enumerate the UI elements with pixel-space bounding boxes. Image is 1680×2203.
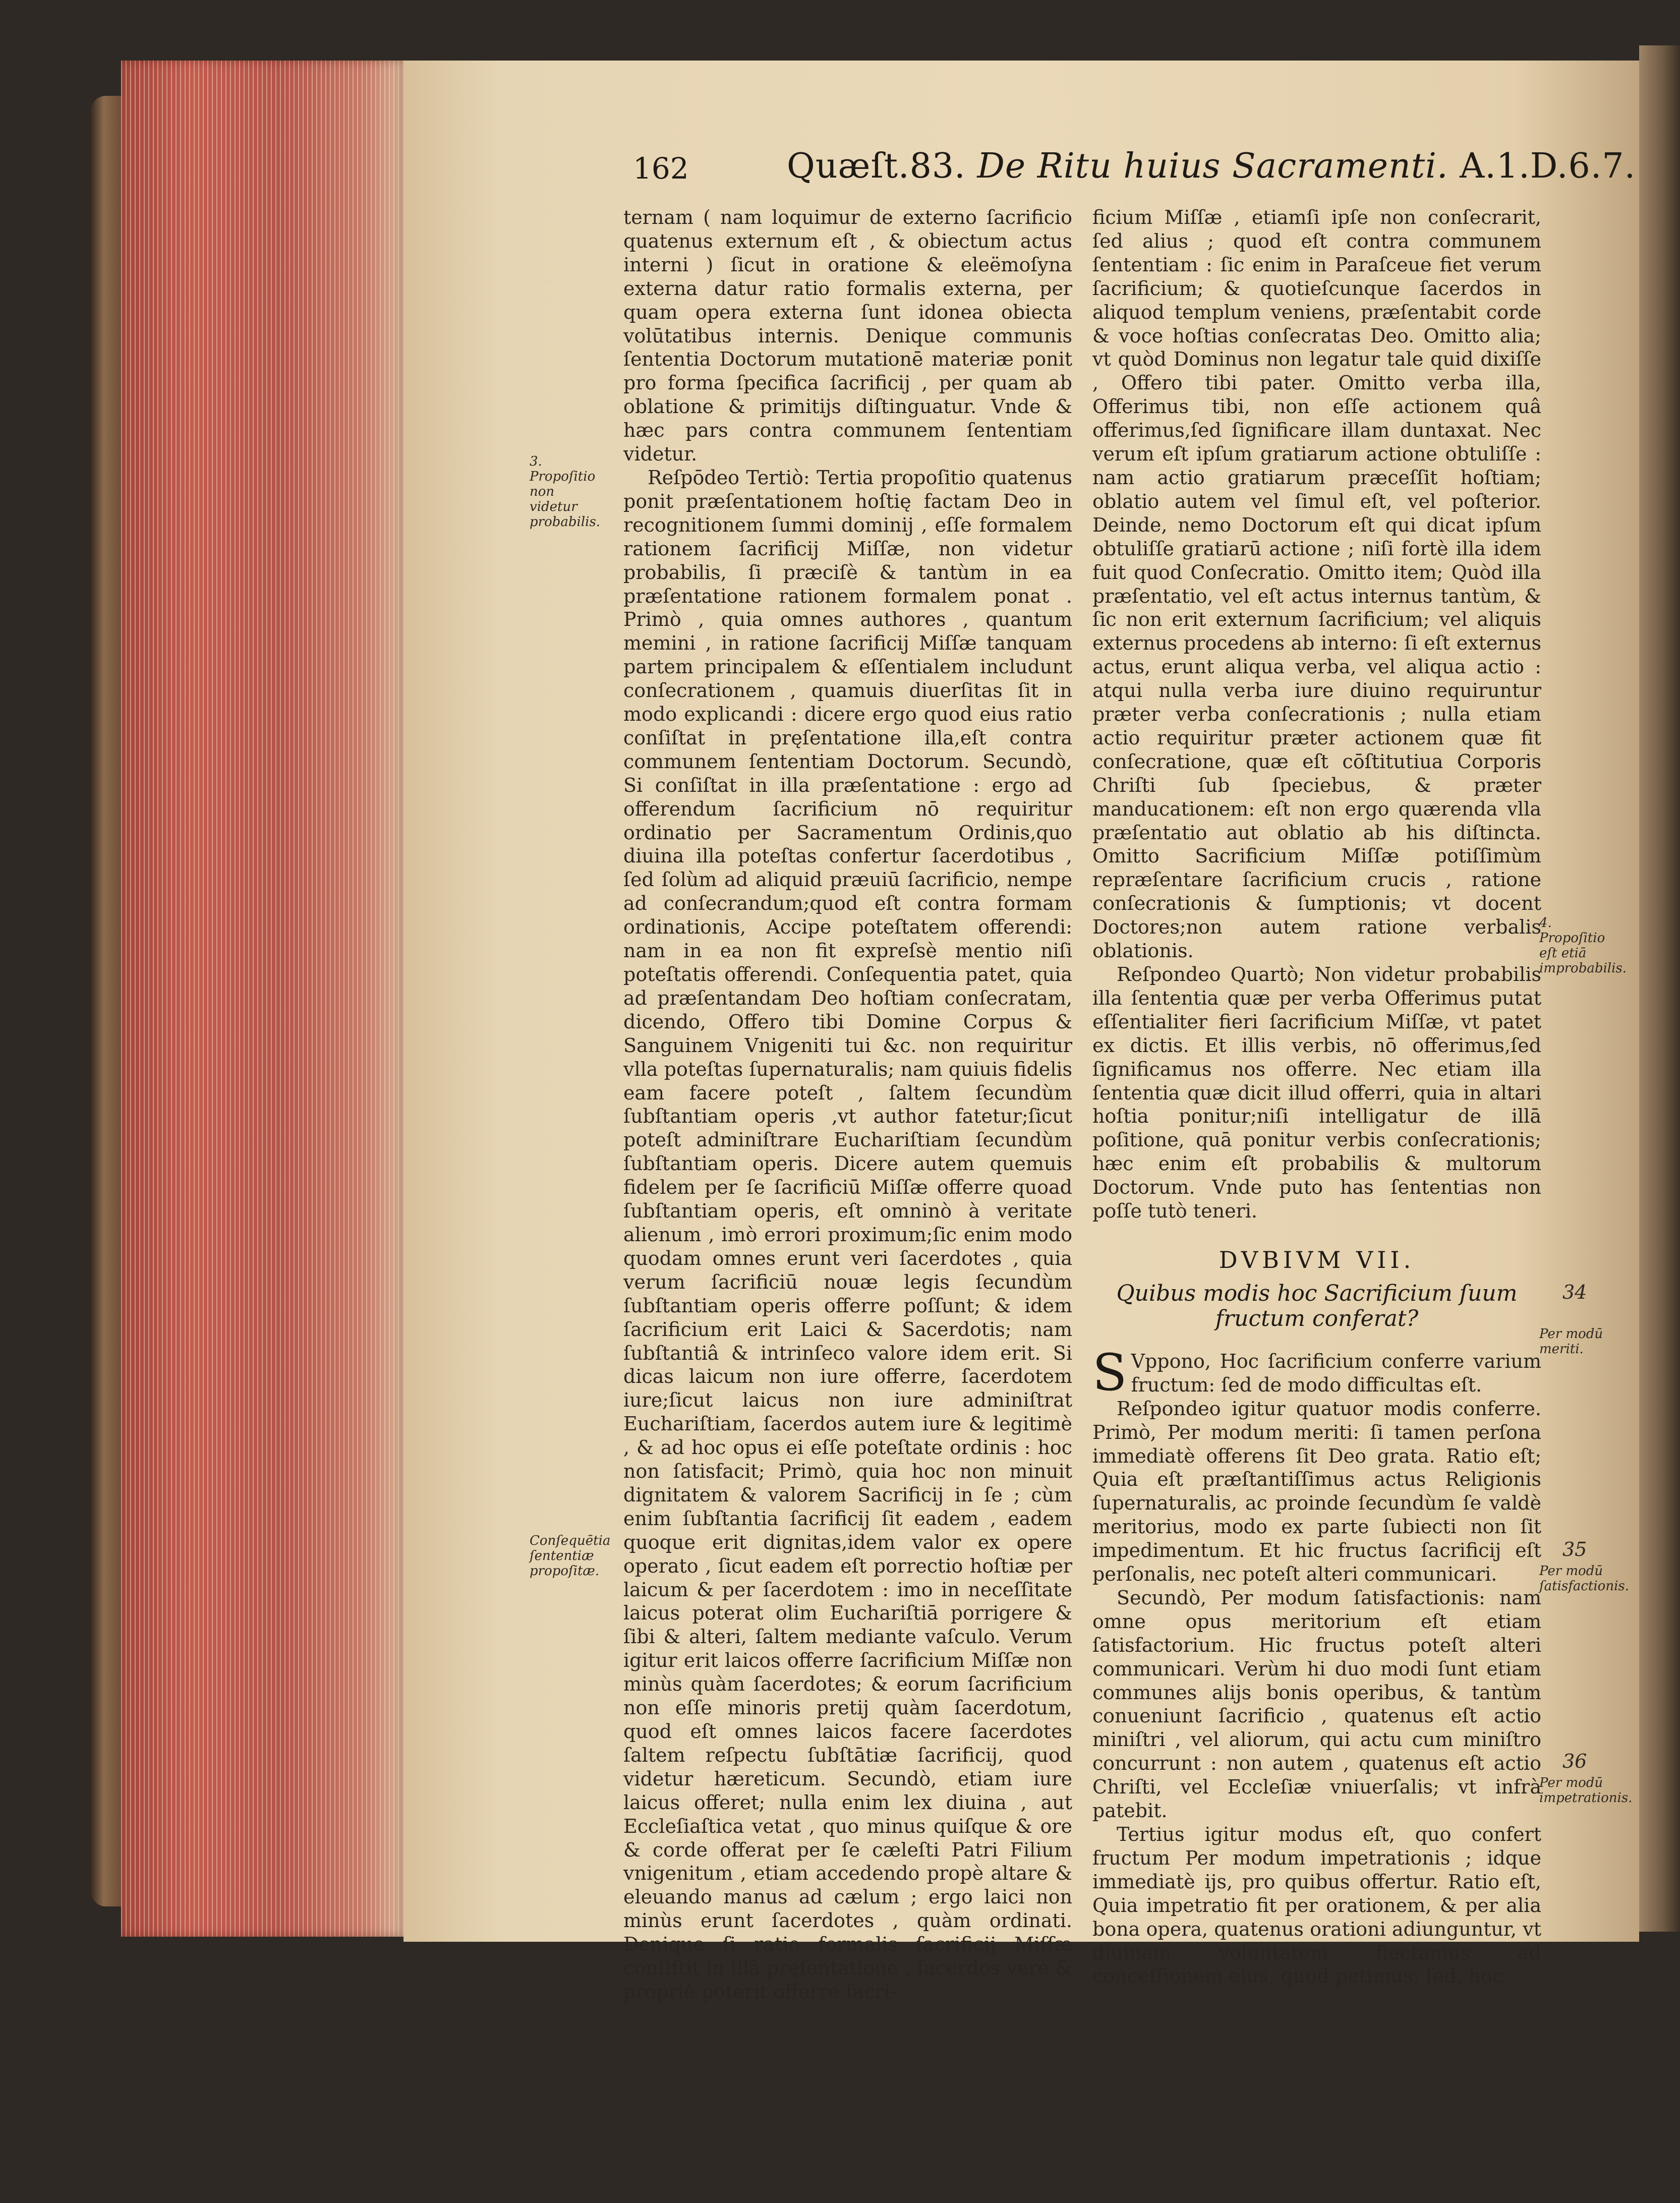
- paragraph: Secundò, Per modum ſatisfactionis: nam omne opus meritorium eſt etiam ſatisfactorium. Hic fructus poteſt alteri communicari. Verùm hi duo modi ſunt etiam communes alijs bonis operibus, & tantùm conueniunt ſacrificio , quatenus eſt actio miniſtri , vel aliorum, qui actu cum miniſtro concurrunt : non autem , quatenus eſt actio Chriſti, vel Eccleſiæ vniuerſalis; vt infrà patebit.: [1092, 1586, 1541, 1822]
- margin-note: 4. Propoſitio eſt etiā improbabilis.: [1539, 915, 1627, 976]
- margin-note: Per modū meriti.: [1539, 1326, 1603, 1357]
- margin-number: 36: [1562, 1750, 1587, 1772]
- paragraph: Reſpondeo igitur quatuor modis conferre. Primò, Per modum meriti: ſi tamen perſona immediatè offerens ſit Deo grata. Ratio eſt; Quia eſt præſtantiſſimus actus Religionis ſupernaturalis, ac proinde ſecundùm ſe valdè meritorius, modo ex parte ſubiecti non ſit impedimentum. Et hic fructus ſacrificij eſt perſonalis, nec poteſt alteri communicari.: [1092, 1397, 1541, 1586]
- paragraph: Reſpondeo Quartò; Non videtur probabilis illa ſententia quæ per verba Offerimus putat eſſentialiter fieri ſacrificium Miſſæ, vt patet ex dictis. Et illis verbis, nō offerimus,ſed ſignificamus nos offerre. Nec etiam illa ſententia quæ dicit illud offerri, quia in altari hoſtia ponitur;niſi intelligatur de illā poſitione, quā ponitur verbis conſecrationis; hæc enim eſt probabilis & multorum Doctorum. Vnde puto has ſententias non poſſe tutò teneri.: [1092, 963, 1541, 1223]
- section-title: DVBIVM VII.: [1219, 1246, 1415, 1273]
- header-title: De Ritu huius Sacramenti.: [977, 146, 1449, 186]
- paragraph: Tertius igitur modus eſt, quo confert fructum Per modum impetrationis ; idque immediatè ijs, pro quibus offertur. Ratio eſt, Quia impetratio fit per orationem, & per alia bona opera, quatenus orationi adiunguntur, vt diuinam voluntatem flectamus ad conceſſionem eius, quod petimus; ſed, hoc: [1092, 1823, 1541, 1988]
- book-spine-edge: [91, 96, 123, 1906]
- margin-note: 3. Propoſitio non videtur probabilis.: [530, 454, 601, 530]
- paragraph: [1092, 1343, 1541, 1402]
- margin-number: 34: [1562, 1281, 1587, 1303]
- paragraph: ficium Miſſæ , etiamſi ipſe non conſecrarit, ſed alius ; quod eſt contra communem ſententiam : ſic enim in Paraſceue fiet verum ſacrificium; & quotieſcunque ſacerdos in aliquod templum veniens, præſentabit corde & voce hoſtias conſecratas Deo. Omitto alia; vt quòd Dominus non legatur tale quid dixiſſe , Offero tibi pater. Omitto verba illa, Offerimus tibi, non eſſe actionem quâ offerimus,ſed ſignificare illam duntaxat. Nec verum eſt ipſum gratiarum actione obtuliſſe : nam actio gratiarum præceſſit hoſtiam; oblatio autem vel ſimul eſt, vel poſterior. Deinde, nemo Doctorum eſt qui dicat ipſum obtuliſſe gratiarū actione ; niſi fortè illa idem fuit quod Conſecratio. Omitto item; Quòd illa præſentatio, vel eſt actus internus tantùm, & ſic non erit externum ſacrificium; vel aliquis externus procedens ab interno: ſi eſt externus actus, erunt aliqua verba, vel aliqua actio : atqui nulla verba iure diuino requiruntur præter verba conſecrationis ; nulla etiam actio requiritur præter actionem quæ fit conſecratione, quæ eſt cōſtitutiua Corporis Chriſti ſub ſpeciebus, & præter manducationem: eſt non ergo quærenda vlla præſentatio aut oblatio ab his diſtincta. Omitto Sacrificium Miſſæ potiſſimùm repræſentare ſacrificium crucis , ratione conſecrationis & ſumptionis; vt docent Doctores;non autem ratione verbalis oblationis.: [1092, 206, 1541, 962]
- paragraph: Reſpōdeo Tertiò: Tertia propoſitio quatenus ponit præſentationem hoſtię factam Deo in recognitionem ſummi dominij , eſſe formalem rationem ſacrificij Miſſæ, non videtur probabilis, ſi præciſè & tantùm in ea præſentatione rationem formalem ponat . Primò , quia omnes authores , quantum memini , in ratione ſacrificij Miſſæ tanquam partem principalem & eſſentialem includunt conſecrationem , quamuis diuerſitas ſit in modo explicandi : dicere ergo quod eius ratio conſiſtat in pręſentatione illa,eſt contra communem ſententiam Doctorum. Secundò, Si conſiſtat in illa præſentatione : ergo ad offerendum ſacrificium nō requiritur ordinatio per Sacramentum Ordinis,quo diuina illa poteſtas confertur ſacerdotibus , ſed ſolùm ad aliquid præuiū ſacrificio, nempe ad conſecrandum;quod eſt contra formam ordinationis, Accipe poteſtatem offerendi: nam in ea non fit expreſsè mentio niſi poteſtatis offerendi. Conſequentia patet, quia ad præſentandam Deo hoſtiam conſecratam, dicendo, Offero tibi Domine Corpus & Sanguinem Vnigeniti tui &c. non requiritur vlla poteſtas ſupernaturalis; nam quiuis fidelis eam facere poteſt , ſaltem ſecundùm ſubſtantiam operis ,vt author fatetur;ſicut poteſt adminiſtrare Euchariſtiam ſecundùm ſubſtantiam operis. Dicere autem quemuis fidelem per ſe ſacrificiū Miſſæ offerre quoad ſubſtantiam operis, eſt omninò à veritate alienum , imò errori proximum;ſic enim modo quodam omnes erunt veri ſacerdotes , quia verum ſacrificiū nouæ legis ſecundùm ſubſtantiam operis offerre poſſunt; & idem ſacrificium erit Laici & Sacerdotis; nam ſubſtantiâ & intrinſeco valore idem erit. Si dicas laicum non iure offerre, ſacerdotem iure;ſicut laicus non iure adminiſtrat Euchariſtiam, ſacerdos autem iure & legitimè , & ad hoc opus ei eſſe poteſtate ordinis : hoc non ſatisfacit; Primò, quia hoc non minuit dignitatem & valorem Sacrificij in ſe ; cùm enim ſubſtantia ſacrificij ſit eadem , eadem quoque erit dignitas,idem valor ex opere operato , ſicut eadem eſt porrectio hoſtiæ per laicum & per ſacerdotem : imo in neceſſitate laicus poterat olim Euchariſtiā porrigere & ſibi & alteri, ſaltem mediante vaſculo. Verum igitur erit laicos offerre ſacrificium Miſſæ non minùs quàm ſacerdotes; & eorum ſacrificium non eſſe minoris pretij quàm ſacerdotum, quod eſt omnes laicos facere ſacerdotes ſaltem reſpectu ſubſtātiæ ſacrificij, quod videtur hæreticum. Secundò, etiam iure laicus offeret; nulla enim lex diuina , aut Eccleſiaſtica vetat , quo minus quiſque & ore & corde offerat per ſe cæleſti Patri Filium vnigenitum , etiam accedendo propè altare & eleuando manus ad cælum ; ergo laici non minùs erunt ſacerdotes , quàm ordinati. Denique ſi ratio formalis ſacrificij Miſſæ conſiſtit in illā pręſentatione , ſacerdos verè & propriè poterit offerre ſacri-: [623, 466, 1072, 2003]
- left-column: [623, 206, 1072, 2004]
- page-number: 162: [633, 151, 689, 186]
- dropcap: S: [1092, 1343, 1127, 1402]
- margin-note: Conſequētia ſententiæ propoſitæ.: [530, 1533, 611, 1579]
- margin-number: 35: [1562, 1538, 1587, 1560]
- paragraph: ternam ( nam loquimur de externo ſacrificio quatenus externum eſt , & obiectum actus interni ) ſicut in oratione & eleëmoſyna externa datur ratio formalis externa, per quam opera externa ſunt idonea obiecta volūtatibus internis. Denique communis ſententia Doctorum mutationē materiæ ponit pro forma ſpecifica ſacrificij , per quam ab oblatione & primitijs diſtinguatur. Vnde & hæc pars contra communem ſententiam videtur.: [623, 206, 1072, 466]
- running-header: [787, 146, 1636, 186]
- paragraph-text: Vppono, Hoc ſacrificium conferre varium fructum: ſed de modo difficultas eſt.: [1131, 1350, 1541, 1396]
- right-column: [1092, 206, 1541, 1988]
- page-fore-edge: [121, 61, 409, 1937]
- header-article: A.1.D.6.7.: [1460, 146, 1636, 186]
- margin-note: Per modū ſatisfactionis.: [1539, 1563, 1630, 1594]
- header-quaestio: Quæſt.83.: [787, 146, 966, 186]
- facing-page-edge: [1639, 45, 1680, 1932]
- margin-note: Per modū impetrationis.: [1539, 1775, 1633, 1806]
- section-question: Quibus modis hoc Sacrificium ſuum fructum conferat?: [1116, 1280, 1518, 1331]
